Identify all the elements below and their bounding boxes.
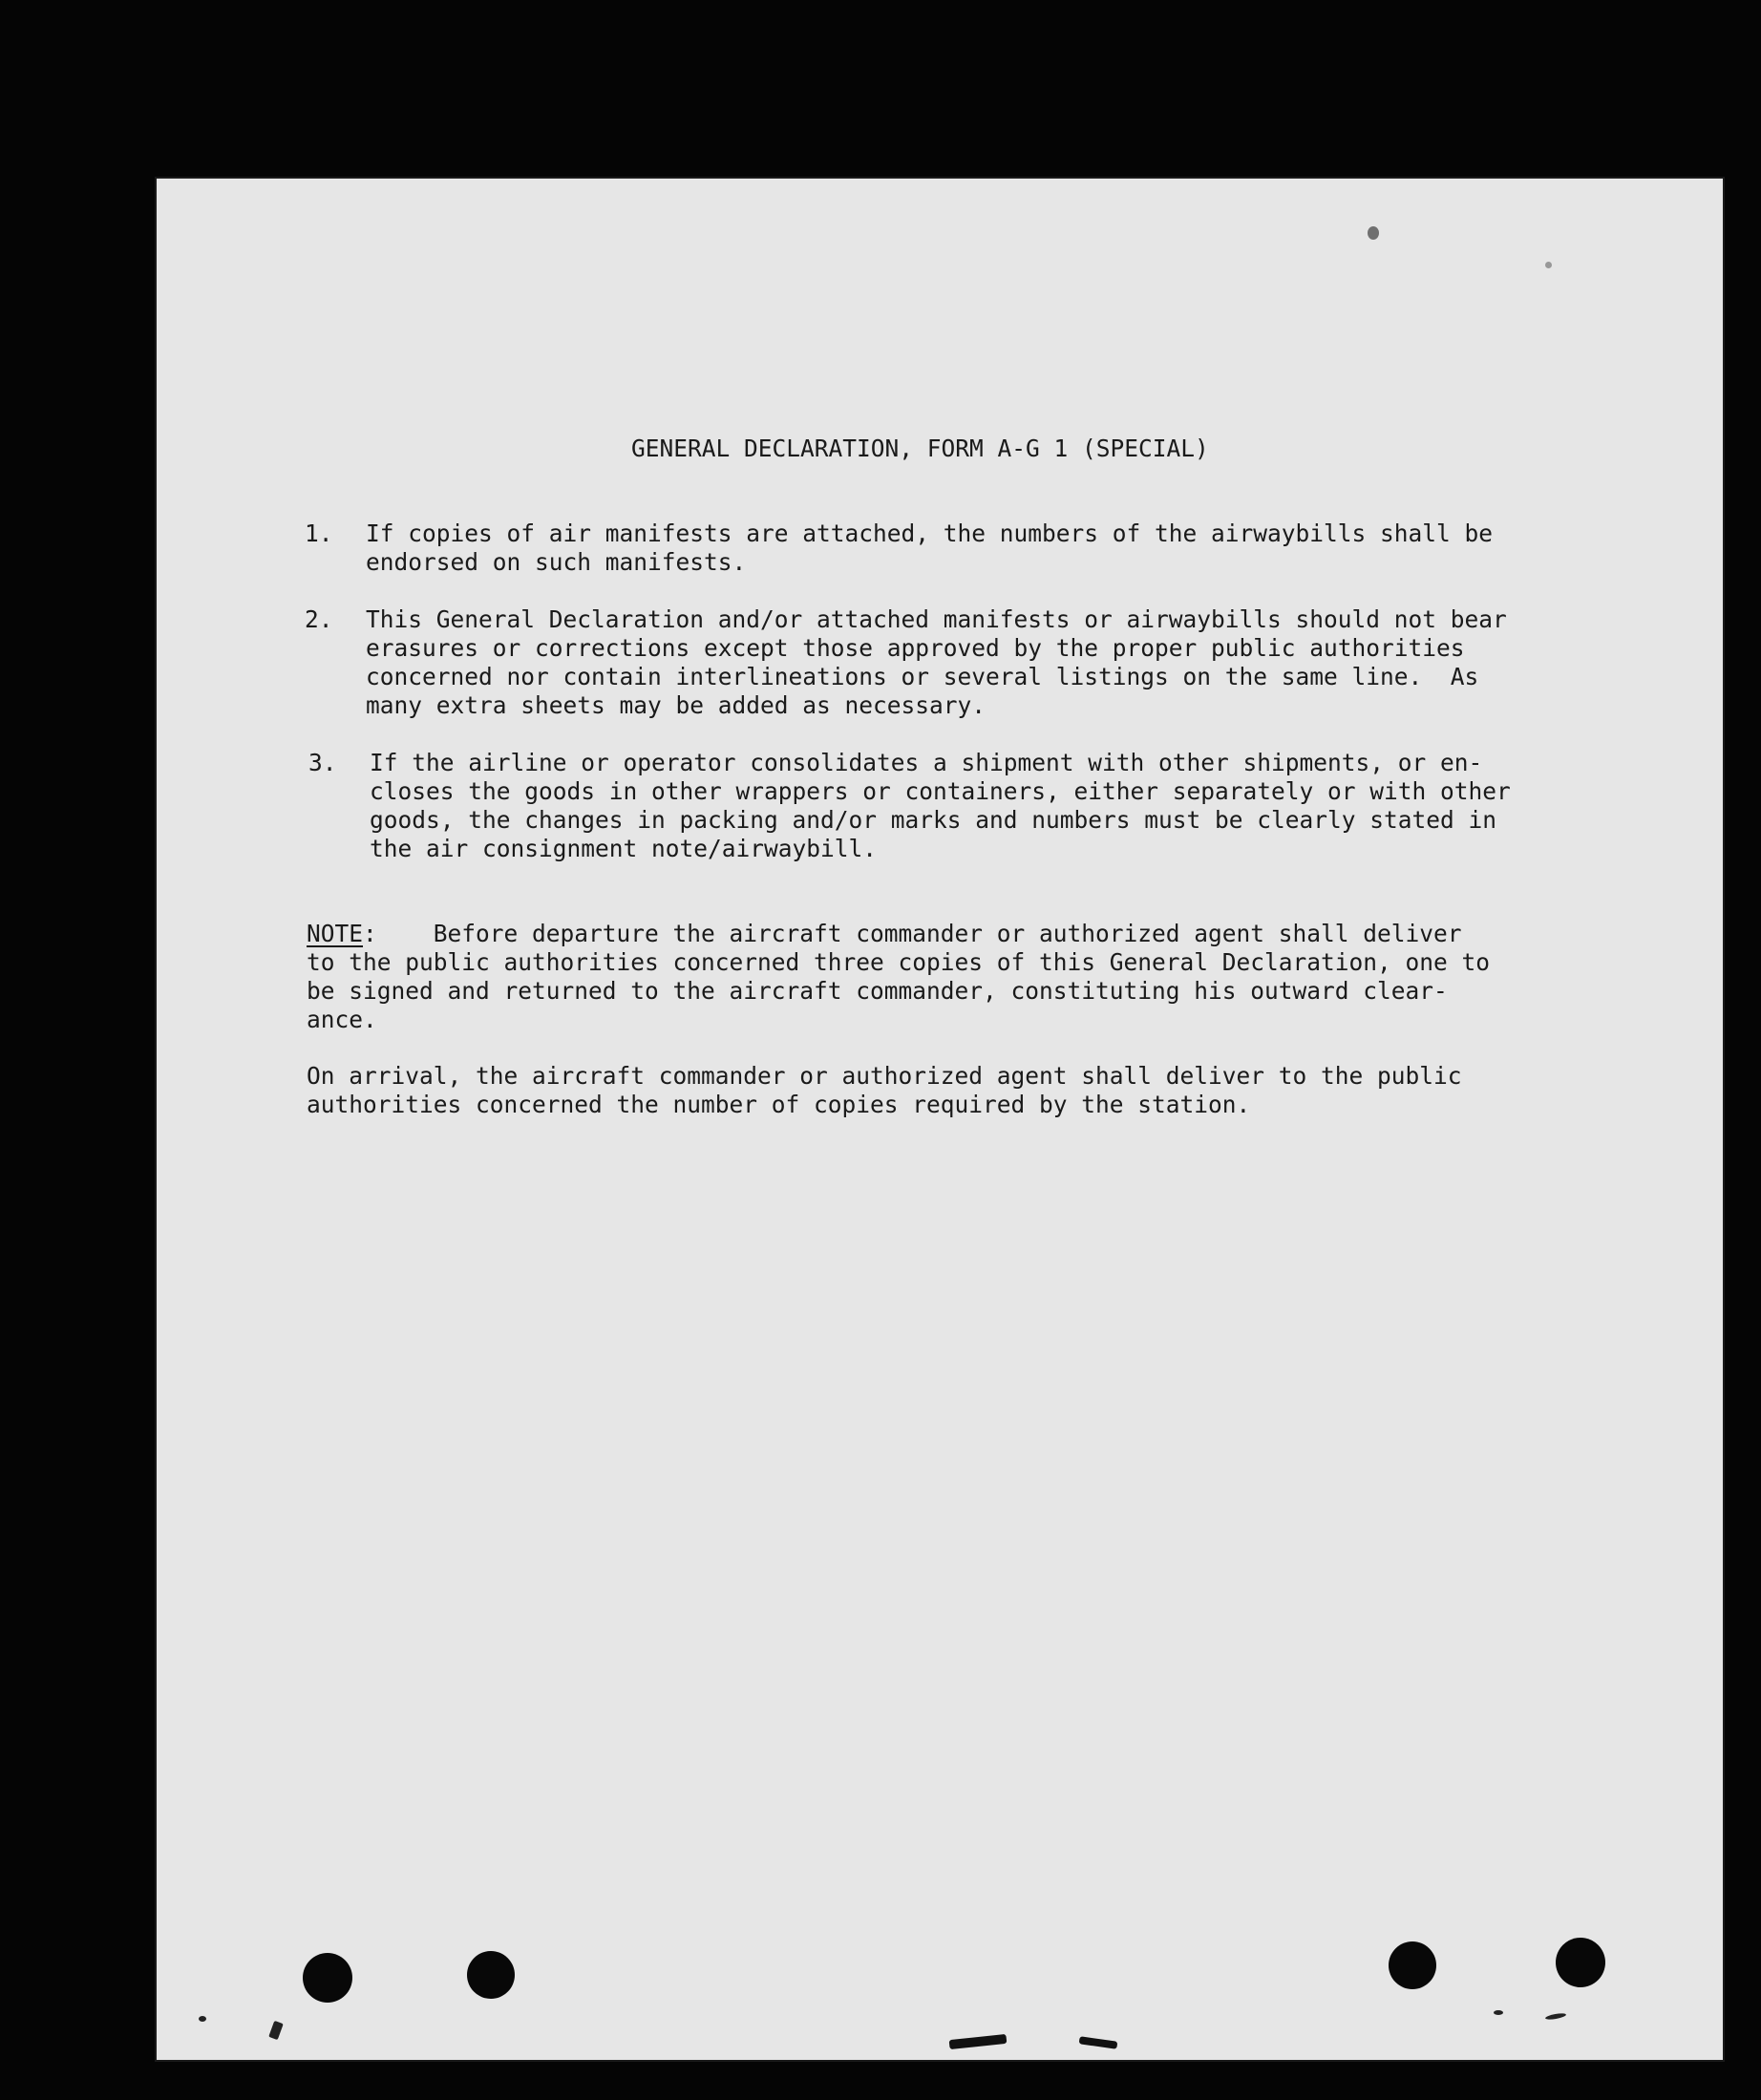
punch-hole (1389, 1941, 1436, 1989)
item-number: 2. (305, 605, 333, 633)
note-label: NOTE (307, 920, 364, 947)
punch-hole (1556, 1938, 1605, 1987)
note-first-line (307, 920, 1462, 948)
speck-mark (1494, 2010, 1503, 2015)
speck-mark (1079, 2036, 1118, 2048)
punch-hole (303, 1953, 352, 2003)
note-colon: : (363, 920, 377, 947)
arrival-line: authorities concerned the number of copies required by the station. (307, 1091, 1251, 1118)
item-line: erasures or corrections except those approved by the proper public authorities (366, 634, 1465, 662)
item-line: If the airline or operator consolidates a shipment with other shipments, or en- (370, 749, 1483, 776)
punch-hole (467, 1951, 515, 1999)
item-line: If copies of air manifests are attached, the numbers of the airwaybills shall be (366, 520, 1494, 547)
item-number: 3. (308, 749, 337, 776)
document-title: GENERAL DECLARATION, FORM A-G 1 (SPECIAL) (631, 435, 1209, 462)
note-line: be signed and returned to the aircraft commander, constituting his outward clear- (307, 977, 1448, 1005)
item-line: goods, the changes in packing and/or marks and numbers must be clearly stated in (370, 806, 1497, 834)
speck-mark (949, 2034, 1008, 2049)
note-line: to the public authorities concerned three copies of this General Declaration, one to (307, 948, 1491, 976)
speck-mark (1545, 2012, 1567, 2021)
item-line: closes the goods in other wrappers or containers, either separately or with other (370, 777, 1511, 805)
document-page (157, 179, 1723, 2060)
speck-mark (1545, 262, 1552, 268)
note-line: Before departure the aircraft commander or authorized agent shall deliver (376, 920, 1462, 947)
speck-mark (1368, 226, 1379, 240)
item-line: This General Declaration and/or attached manifests or airwaybills should not bear (366, 605, 1507, 633)
item-line: many extra sheets may be added as necessary. (366, 691, 987, 719)
speck-mark (268, 2021, 284, 2040)
item-number: 1. (305, 520, 333, 547)
item-line: endorsed on such manifests. (366, 548, 747, 576)
speck-mark (199, 2016, 206, 2022)
note-line: ance. (307, 1006, 377, 1033)
item-line: concerned nor contain interlineations or several listings on the same line. As (366, 663, 1479, 690)
item-line: the air consignment note/airwaybill. (370, 835, 878, 862)
arrival-line: On arrival, the aircraft commander or authorized agent shall deliver to the public (307, 1062, 1462, 1090)
